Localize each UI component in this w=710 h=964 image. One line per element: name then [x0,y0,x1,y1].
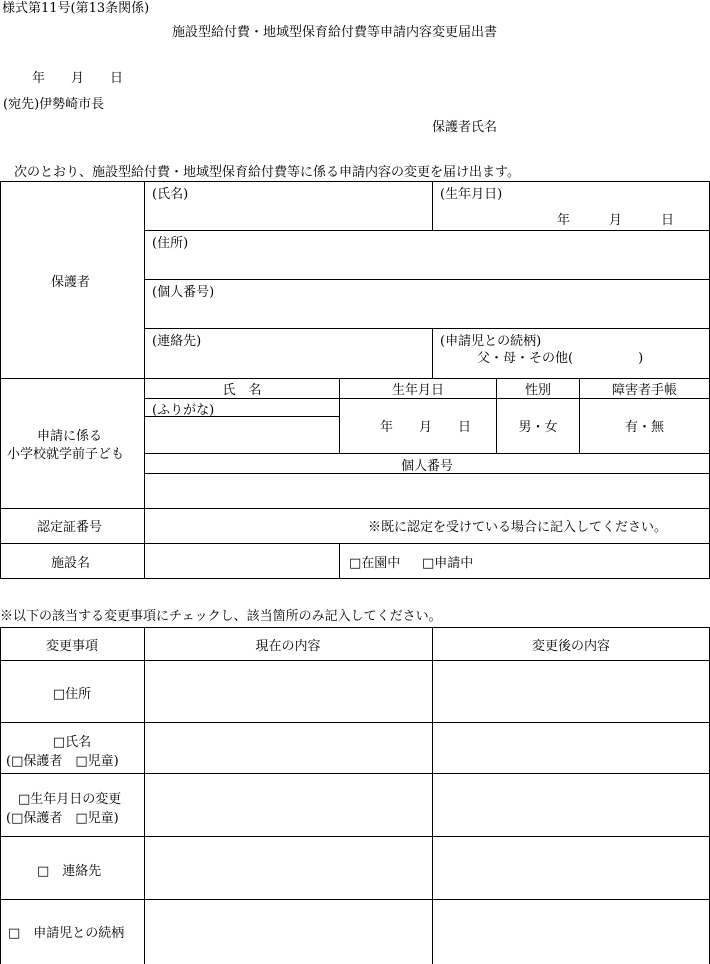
guardian-personal-number-field[interactable]: (個人番号) [152,285,215,300]
change-row-address[interactable]: □住所 [52,687,92,702]
child-col-gender: 性別 [524,383,551,398]
child-furigana-field[interactable]: (ふりがな) [152,403,215,418]
child-col-birthdate: 生年月日 [391,383,444,398]
facility-enrolled-checkbox[interactable]: □在園中 [349,556,401,571]
guardian-address-field[interactable]: (住所) [152,236,189,251]
page-title: 施設型給付費・地域型保育給付費等申請内容変更届出書 [172,25,498,40]
guardian-name-label: 保護者氏名 [432,120,498,135]
facility-label: 施設名 [51,556,91,571]
change-row-name[interactable]: □氏名 [52,735,92,750]
change-row-birthdate-target[interactable]: (□保護者 □児童) [6,811,119,826]
child-disability-options[interactable]: 有・無 [624,420,664,435]
addressee: (宛先)伊勢崎市長 [3,97,105,112]
child-birthdate-fill[interactable]: 年 月 日 [380,420,472,435]
date-line: 年 月 日 [32,71,124,86]
change-row-contact[interactable]: □ 連絡先 [37,864,102,879]
guardian-name-field[interactable]: (氏名) [152,187,189,202]
certification-note: ※既に認定を受けている場合に記入してください。 [368,520,668,535]
guardian-section-label: 保護者 [51,275,91,290]
child-gender-options[interactable]: 男・女 [518,420,558,435]
certification-label: 認定証番号 [37,520,103,535]
guardian-birthdate-fill: 年 月 日 [557,213,675,228]
guardian-relation-options[interactable]: 父・母・その他( ) [477,351,644,366]
guardian-relation-field[interactable]: (申請児との続柄) [440,334,542,349]
changes-instruction: ※以下の該当する変更事項にチェックし、該当箇所のみ記入してください。 [0,609,442,624]
changes-col-current: 現在の内容 [255,639,321,654]
form-number: 様式第11号(第13条関係) [2,1,150,16]
child-section-label-1: 申請に係る [37,429,103,444]
child-personal-number-label: 個人番号 [400,459,453,474]
child-col-disability: 障害者手帳 [611,383,677,398]
facility-applying-checkbox[interactable]: □申請中 [422,556,474,571]
guardian-contact-field[interactable]: (連絡先) [152,334,202,349]
changes-col-item: 変更事項 [45,639,98,654]
changes-col-new: 変更後の内容 [531,639,610,654]
child-col-name: 氏 名 [222,383,262,398]
child-section-label-2: 小学校就学前子ども [7,447,125,462]
guardian-birthdate-field[interactable]: (生年月日) [440,187,503,202]
change-row-birthdate[interactable]: □生年月日の変更 [18,792,122,807]
intro-text: 次のとおり、施設型給付費・地域型保育給付費等に係る申請内容の変更を届け出ます。 [14,165,520,180]
change-row-name-target[interactable]: (□保護者 □児童) [6,754,119,769]
change-row-relation[interactable]: □ 申請児との続柄 [8,926,125,941]
